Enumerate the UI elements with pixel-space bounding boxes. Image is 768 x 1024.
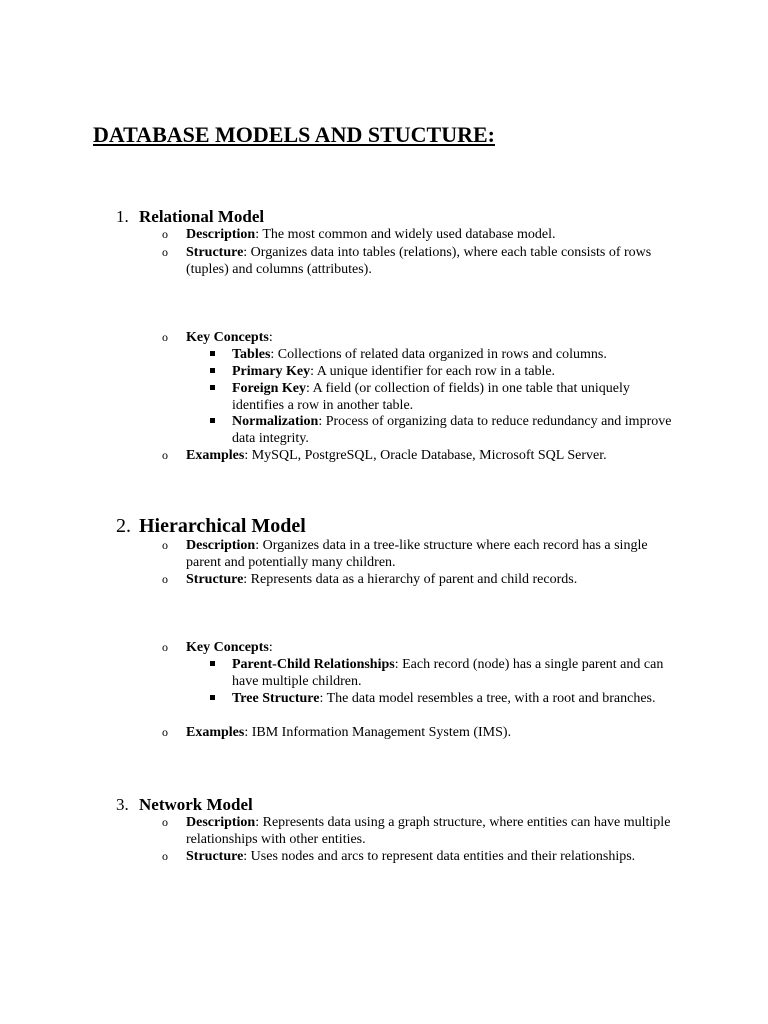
examples-bullet (162, 724, 686, 741)
concept-term: Tree Structure (232, 691, 320, 706)
concept-item (232, 346, 682, 363)
concept-text: : Process of organizing data to reduce redundancy and improve data integrity. (232, 414, 672, 446)
circle-bullet-icon: o (162, 330, 168, 344)
square-bullet-icon (210, 368, 215, 373)
bullet-label: Examples (186, 448, 245, 463)
bullet-label: Description (186, 227, 256, 242)
bullet-label: Structure (186, 849, 244, 864)
structure-bullet (162, 848, 686, 865)
bullet-text: : IBM Information Management System (IMS). (244, 725, 512, 740)
document-title: DATABASE MODELS AND STUCTURE: (93, 122, 495, 147)
circle-bullet-icon: o (162, 815, 168, 829)
bullet-text: : Organizes data into tables (relations), where each table consists of rows (tuples) and columns (attributes). (186, 245, 652, 277)
bullet-label: Key Concepts (186, 640, 269, 655)
concept-item (232, 690, 682, 707)
concept-item (232, 363, 682, 380)
section-heading (116, 515, 306, 537)
circle-bullet-icon: o (162, 725, 168, 739)
circle-bullet-icon: o (162, 640, 168, 654)
bullet-text: : Represents data using a graph structure, where entities can have multiple relationships with other entities. (186, 815, 671, 847)
concept-item (232, 380, 682, 414)
description-bullet (162, 537, 686, 571)
section-number: 2. (116, 515, 131, 537)
section-heading (116, 795, 253, 815)
bullet-text: : (268, 330, 273, 345)
concept-term: Primary Key (232, 364, 311, 379)
bullet-text: : MySQL, PostgreSQL, Oracle Database, Microsoft SQL Server. (244, 448, 607, 463)
concept-item (232, 656, 682, 690)
section-title: Hierarchical Model (139, 515, 306, 537)
bullet-label: Structure (186, 245, 244, 260)
circle-bullet-icon: o (162, 245, 168, 259)
square-bullet-icon (210, 351, 215, 356)
square-bullet-icon (210, 418, 215, 423)
section-number: 1. (116, 207, 129, 226)
key-concepts-bullet (162, 329, 686, 346)
section-number: 3. (116, 795, 129, 814)
description-bullet (162, 226, 686, 243)
circle-bullet-icon: o (162, 572, 168, 586)
concept-item (232, 413, 682, 447)
bullet-text: : The most common and widely used database model. (255, 227, 556, 242)
bullet-text: : Represents data as a hierarchy of parent and child records. (243, 572, 578, 587)
key-concepts-bullet (162, 639, 686, 656)
examples-bullet (162, 447, 686, 464)
circle-bullet-icon: o (162, 849, 168, 863)
square-bullet-icon (210, 661, 215, 666)
section-heading (116, 207, 264, 227)
bullet-label: Structure (186, 572, 244, 587)
bullet-text: : Uses nodes and arcs to represent data entities and their relationships. (243, 849, 636, 864)
square-bullet-icon (210, 385, 215, 390)
bullet-label: Description (186, 538, 256, 553)
bullet-text: : Organizes data in a tree-like structure where each record has a single parent and potentially many children. (186, 538, 648, 570)
section-title: Relational Model (139, 207, 265, 226)
concept-term: Tables (232, 347, 271, 362)
concept-text: : A unique identifier for each row in a table. (310, 364, 556, 379)
concept-term: Normalization (232, 414, 319, 429)
concept-text: : A field (or collection of fields) in one table that uniquely identifies a row in another table. (232, 381, 630, 413)
concept-text: : The data model resembles a tree, with a root and branches. (319, 691, 656, 706)
bullet-label: Key Concepts (186, 330, 269, 345)
concept-text: : Collections of related data organized in rows and columns. (270, 347, 607, 362)
bullet-label: Description (186, 815, 256, 830)
section-title: Network Model (139, 795, 253, 814)
concept-text: : Each record (node) has a single parent and can have multiple children. (232, 657, 664, 689)
circle-bullet-icon: o (162, 227, 168, 241)
circle-bullet-icon: o (162, 448, 168, 462)
structure-bullet (162, 571, 686, 588)
bullet-label: Examples (186, 725, 245, 740)
circle-bullet-icon: o (162, 538, 168, 552)
structure-bullet (162, 244, 686, 278)
bullet-text: : (268, 640, 273, 655)
concept-term: Foreign Key (232, 381, 307, 396)
square-bullet-icon (210, 695, 215, 700)
concept-term: Parent-Child Relationships (232, 657, 395, 672)
description-bullet (162, 814, 686, 848)
